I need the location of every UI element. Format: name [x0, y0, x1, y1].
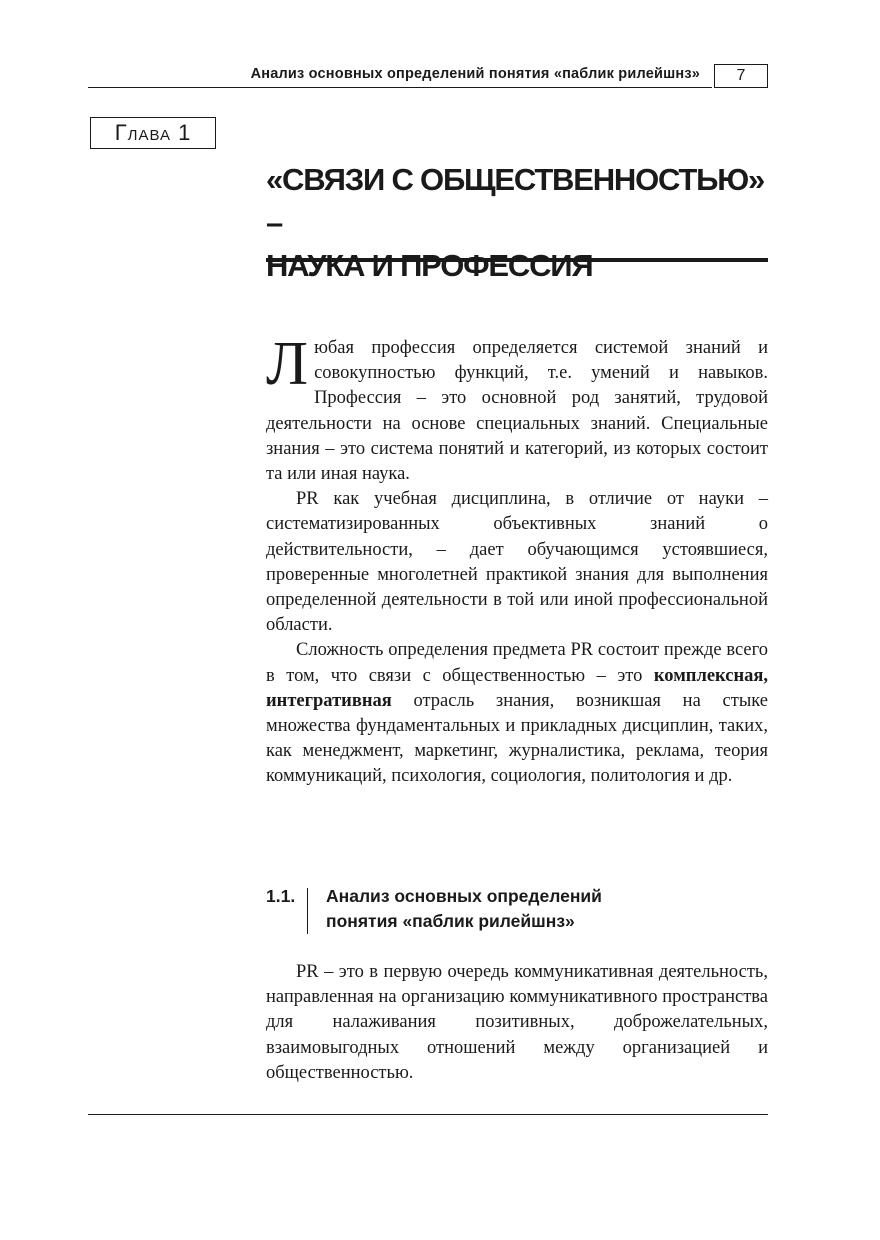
- section-title-line-1: Анализ основных определений: [326, 886, 602, 906]
- section-number: 1.1.: [266, 886, 296, 906]
- intro-paragraph-1-text: юбая профессия определяется системой знаний и совокупностью функций, т.е. умений и навыков. Профессия – это основной род занятий, трудовой деятельности на основе специальных знаний. Специальные знания – это система понятий и категорий, из которых состоит та или иная наука.: [266, 338, 768, 485]
- intro-text: [266, 330, 768, 790]
- running-head: [88, 64, 768, 90]
- chapter-label: Глава 1: [90, 117, 216, 149]
- intro-paragraph-3-end: отрасль знания, возникшая на стыке множества фундаментальных и прикладных дисциплин, таких, как менеджмент, маркетинг, журналистика, реклама, теория коммуникаций, психология, социология, политология и др.: [266, 690, 768, 787]
- intro-paragraph-3-emphasis: комплексная, интегративная: [266, 665, 768, 711]
- page-number: 7: [714, 64, 768, 88]
- intro-paragraph-1: [266, 330, 768, 487]
- intro-paragraph-3-start: Сложность определения предмета PR состоит прежде всего в том, что связи с общественностью – это: [266, 640, 768, 686]
- footer-rule: [88, 1114, 768, 1115]
- intro-paragraph-3: [266, 638, 768, 789]
- section-title-line-2: понятия «паблик рилейшнз»: [326, 911, 575, 931]
- section-heading-bar: [307, 888, 308, 934]
- section-paragraph-1: PR – это в первую очередь коммуникативная деятельность, направленная на организацию коммуникативного пространства для налаживания позитивных, доброжелательных, взаимовыгодных отношений между организацией и общественностью.: [266, 962, 768, 1083]
- chapter-title-rule: [266, 258, 768, 262]
- intro-paragraph-2: PR как учебная дисциплина, в отличие от науки – систематизированных объективных знаний о действительности, – дает обучающимся устоявшиеся, проверенные многолетней практикой знания для выполнения определенной деятельности в той или иной профессиональной области.: [266, 489, 768, 636]
- drop-cap: Л: [266, 330, 309, 398]
- running-head-title: Анализ основных определений понятия «паблик рилейшнз»: [250, 66, 700, 82]
- chapter-title-line-2: НАУКА И ПРОФЕССИЯ: [266, 248, 593, 283]
- section-title: [326, 884, 746, 934]
- running-head-rule: [88, 87, 712, 88]
- chapter-title: [266, 158, 766, 287]
- section-text: [266, 960, 768, 1086]
- chapter-title-line-1: «СВЯЗИ С ОБЩЕСТВЕННОСТЬЮ» –: [266, 162, 765, 240]
